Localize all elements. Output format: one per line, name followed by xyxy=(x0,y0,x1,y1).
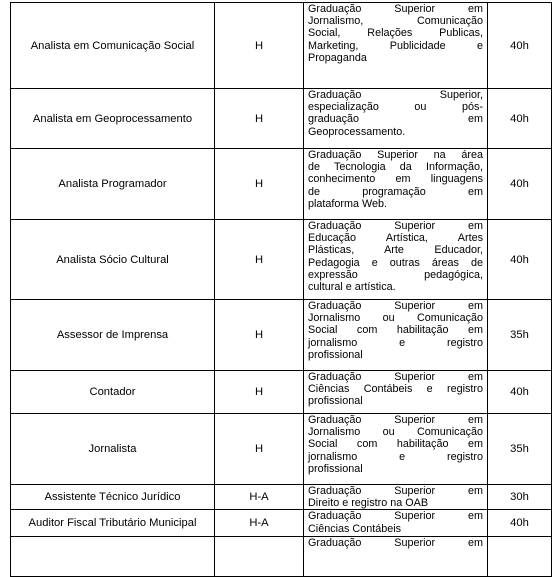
requisito-line: Graduação Superior na área xyxy=(308,149,483,161)
requisitos-cell xyxy=(304,371,488,414)
requisito-line: Propaganda xyxy=(308,51,367,64)
requisito-line: especialização ou pós- xyxy=(308,101,483,114)
requisito-line: profissional xyxy=(308,462,363,475)
carga-horaria-cell: 40h xyxy=(488,510,552,537)
carga-horaria-cell: 30h xyxy=(488,485,552,510)
referencia-cell: H xyxy=(215,3,304,89)
carga-horaria-cell: 40h xyxy=(488,220,552,300)
requisitos-cell xyxy=(304,300,488,371)
carga-horaria-cell: 40h xyxy=(488,149,552,220)
requisito-line: profissional xyxy=(308,348,363,361)
requisito-line: Direito e registro na OAB xyxy=(308,497,429,510)
requisito-line: Marketing, Publicidade e xyxy=(308,39,483,52)
carga-horaria-cell: 35h xyxy=(488,414,552,485)
requisitos-cell xyxy=(304,89,488,149)
requisito-line: Graduação Superior em xyxy=(308,537,483,550)
carga-horaria-cell: 35h xyxy=(488,300,552,371)
referencia-cell: H-A xyxy=(215,510,304,537)
requisito-line: Graduação Superior em xyxy=(308,371,483,383)
requisitos-cell xyxy=(304,149,488,220)
requisito-line: Graduação Superior em xyxy=(308,485,483,497)
requisitos-cell xyxy=(304,220,488,300)
requisito-line: Jornalismo ou Comunicação xyxy=(308,312,483,325)
requisito-line: Jornalismo ou Comunicação xyxy=(308,426,483,439)
referencia-cell: H-A xyxy=(215,485,304,510)
cargos-table xyxy=(10,2,552,577)
cargo-cell: Contador xyxy=(11,371,215,414)
requisitos-cell xyxy=(304,485,488,510)
referencia-cell: H xyxy=(215,371,304,414)
cargo-cell: Analista em Comunicação Social xyxy=(11,3,215,89)
requisito-line: plataforma Web. xyxy=(308,197,388,210)
table-row xyxy=(11,414,552,485)
carga-horaria-cell: 40h xyxy=(488,3,552,89)
cargo-cell: Jornalista xyxy=(11,414,215,485)
requisito-line: Ciências Contábeis xyxy=(308,522,402,535)
table-row xyxy=(11,485,552,510)
requisitos-cell xyxy=(304,414,488,485)
requisito-line: Social com habilitação em xyxy=(308,324,483,337)
cargo-cell: Auditor Fiscal Tributário Municipal xyxy=(11,510,215,537)
cargo-cell: Analista Programador xyxy=(11,149,215,220)
requisito-line: jornalismo e registro xyxy=(308,450,483,463)
carga-horaria-cell: 40h xyxy=(488,89,552,149)
requisitos-cell xyxy=(304,510,488,537)
requisito-line: Graduação Superior em xyxy=(308,414,483,426)
referencia-cell: H xyxy=(215,89,304,149)
requisito-line: conhecimento em linguagens xyxy=(308,173,483,186)
requisito-line: Social, Relações Publicas, xyxy=(308,27,483,40)
table-row xyxy=(11,537,552,577)
requisito-line: Pedagogia e outras áreas de xyxy=(308,256,483,269)
requisito-line: Geoprocessamento. xyxy=(308,125,406,138)
referencia-cell: H xyxy=(215,300,304,371)
cargo-cell: Assessor de Imprensa xyxy=(11,300,215,371)
requisito-line: Graduação Superior, xyxy=(308,89,483,101)
requisito-line: Educação Artística, Artes xyxy=(308,232,483,245)
requisito-line: Graduação Superior em xyxy=(308,510,483,523)
requisito-line: graduação em xyxy=(308,113,483,126)
table-row xyxy=(11,220,552,300)
referencia-cell xyxy=(215,537,304,577)
requisitos-cell xyxy=(304,537,488,577)
table-row xyxy=(11,89,552,149)
requisito-line: profissional xyxy=(308,395,363,408)
cargo-cell: Assistente Técnico Jurídico xyxy=(11,485,215,510)
cargo-cell xyxy=(11,537,215,577)
cargo-cell: Analista em Geoprocessamento xyxy=(11,89,215,149)
requisito-line: de programação em xyxy=(308,185,483,198)
requisito-line: cultural e artística. xyxy=(308,281,396,294)
requisito-line: Graduação Superior em xyxy=(308,220,483,232)
requisito-line: Graduação Superior em xyxy=(308,3,483,15)
table-row xyxy=(11,3,552,89)
carga-horaria-cell: 40h xyxy=(488,371,552,414)
table-row xyxy=(11,510,552,537)
requisito-line: Plásticas, Arte Educador, xyxy=(308,244,483,257)
table-row xyxy=(11,149,552,220)
requisitos-cell xyxy=(304,3,488,89)
table-row xyxy=(11,300,552,371)
referencia-cell: H xyxy=(215,149,304,220)
requisito-line: Ciências Contábeis e registro xyxy=(308,383,483,396)
referencia-cell: H xyxy=(215,414,304,485)
table-row xyxy=(11,371,552,414)
referencia-cell: H xyxy=(215,220,304,300)
cargo-cell: Analista Sócio Cultural xyxy=(11,220,215,300)
requisito-line: Graduação Superior em xyxy=(308,300,483,312)
cargos-table-body xyxy=(11,3,552,577)
requisito-line: de Tecnologia da Informação, xyxy=(308,161,483,174)
requisito-line: Jornalismo, Comunicação xyxy=(308,15,483,28)
requisito-line: Social com habilitação em xyxy=(308,438,483,451)
requisito-line: expressão pedagógica, xyxy=(308,268,483,281)
carga-horaria-cell xyxy=(488,537,552,577)
requisito-line: jornalismo e registro xyxy=(308,336,483,349)
